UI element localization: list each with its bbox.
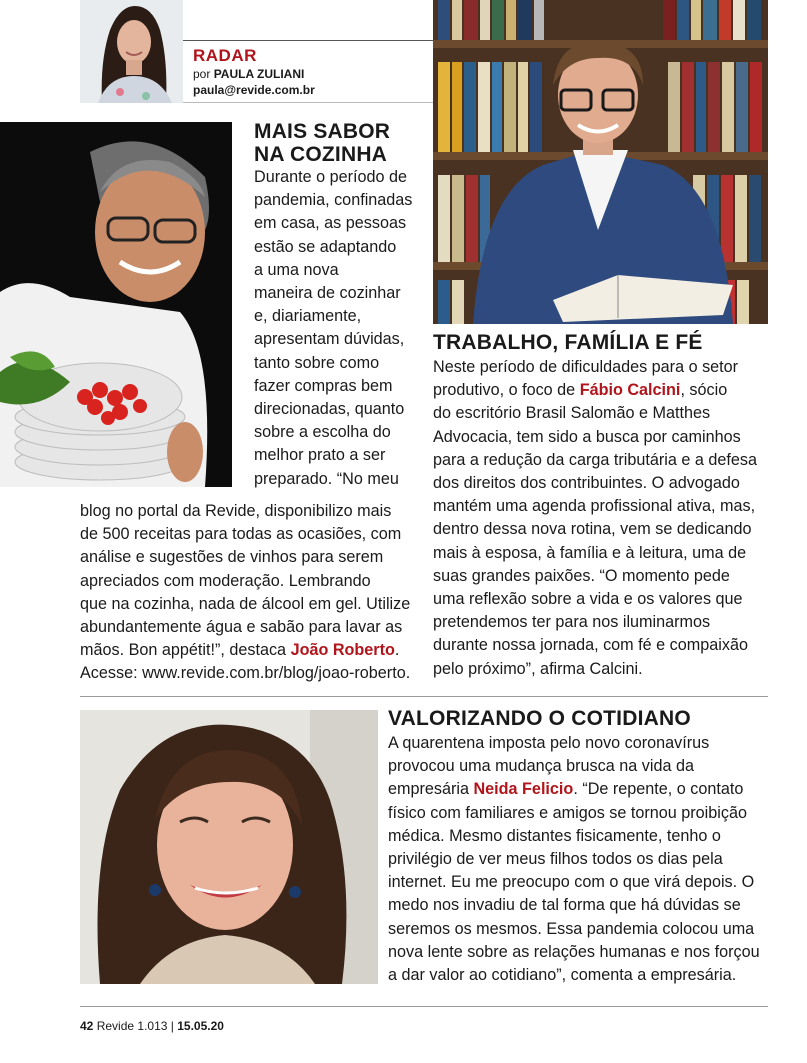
text-line: internet. Eu me preocupo com o que virá depois. O [388,873,755,892]
text-fragment: . “De repente, o contato [573,780,744,799]
text-line: Neste período de dificuldades para o setor [433,358,739,376]
text-fragment: empresária [388,780,474,799]
text-line [80,639,410,662]
text-line: de 500 receitas para todas as ocasiões, com [80,525,402,544]
text-line: apreciados com moderação. Lembrando [80,571,371,590]
text-line: seremos os mesmos. Essa pandemia colocou uma [388,919,755,938]
text-line: a dar valor ao cotidiano”, comenta a empresária. [388,966,737,985]
text-line: médica. Mesmo distantes fisicamente, tenho o [388,826,721,845]
text-fragment: mãos. Bon appétit!”, destaca [80,641,291,660]
issue-date: 15.05.20 [177,1019,224,1033]
text-line: suas grandes paixões. “O momento pede [433,566,730,585]
text-line [388,778,760,801]
header-bottom-rule [183,102,433,103]
footer-rule [80,1006,768,1007]
text-line: melhor prato a ser [254,446,386,465]
person-name-joao: João Roberto [290,641,395,660]
text-line: mantém uma agenda profissional ativa, mas, [433,497,756,516]
text-line: uma reflexão sobre a vida e os valores que [433,590,743,609]
text-line: dentro dessa nova rotina, vem se dedicando [433,520,752,539]
text-line: Durante o período de [254,168,407,186]
text-line: pandemia, confinadas [254,191,413,210]
author-photo [80,0,183,103]
text-line: fazer compras bem [254,376,393,395]
text-line: durante nossa jornada, com fé e compaixão [433,636,748,655]
magazine-issue: Revide 1.013 [96,1019,168,1033]
article3-title: VALORIZANDO O COTIDIANO [388,707,691,730]
text-line: dos direitos dos contribuintes. O advogado [433,474,740,493]
text-line: que na cozinha, nada de álcool em gel. Utilize [80,594,411,613]
text-line: privilégio de ver meus filhos todos os dias pela [388,850,723,869]
text-line: provocou uma mudança brusca na vida da [388,757,694,776]
article2-title: TRABALHO, FAMÍLIA E FÉ [433,331,703,354]
article1-title-line: NA COZINHA [254,143,388,166]
text-line: Advocacia, tem sido a busca por caminhos [433,427,741,446]
text-line: a uma nova [254,260,339,279]
text-line: apresentam dúvidas, [254,330,405,349]
article1-title [254,120,390,166]
text-line: maneira de cozinhar [254,284,401,303]
section-title: RADAR [193,46,257,65]
byline [193,67,304,81]
article1-column-text [254,166,412,491]
header-rule [183,40,433,41]
text-line [433,379,757,402]
article1-full-text [80,500,410,686]
section-divider [80,696,768,697]
text-line: físico com familiares e amigos se tornou proibição [388,803,747,822]
text-line: em casa, as pessoas [254,214,407,233]
byline-prefix: por [193,67,211,81]
businesswoman-photo [80,710,378,984]
chef-photo [0,122,232,487]
text-line: A quarentena imposta pelo novo coronavírus [388,734,710,752]
text-line: pelo próximo”, afirma Calcini. [433,659,643,678]
text-fragment: . [394,641,400,660]
text-line: estão se adaptando [254,237,397,256]
footer-separator: | [170,1019,174,1033]
article3-text [388,732,760,987]
person-name-fabio: Fábio Calcini [579,381,681,400]
text-line: sobre a escolha do [254,423,391,442]
text-line: preparado. “No meu [254,469,399,488]
author-name: PAULA ZULIANI [213,67,305,81]
lawyer-photo [433,0,768,324]
text-line: abundantemente água e sabão para lavar as [80,618,403,637]
text-line: tanto sobre como [254,353,380,372]
text-line: para a redução da carga tributária e a defesa [433,450,757,469]
author-email[interactable]: paula@revide.com.br [193,83,315,97]
article1-title-line: MAIS SABOR [254,120,391,143]
text-line: medo nos invadiu de tal forma que há dúvidas se [388,896,741,915]
page-number: 42 [80,1019,94,1033]
text-line: e, diariamente, [254,307,362,326]
text-fragment: , sócio [680,381,728,400]
blog-link-line[interactable]: Acesse: www.revide.com.br/blog/joao-roberto. [80,664,411,683]
text-line: nova lente sobre as relações humanas e nos forçou [388,942,760,961]
text-fragment: produtivo, o foco de [433,381,580,400]
text-line: direcionadas, quanto [254,400,405,419]
text-line: pretendemos ter para nos iluminarmos [433,613,711,632]
text-line: análise e sugestões de vinhos para serem [80,548,384,567]
text-line: blog no portal da Revide, disponibilizo mais [80,502,392,520]
article2-text [433,356,757,681]
page-footer [80,1019,224,1033]
text-line: do escritório Brasil Salomão e Matthes [433,404,711,423]
person-name-neida: Neida Felicio [473,780,574,799]
text-line: mais à esposa, à família e à leitura, uma de [433,543,747,562]
